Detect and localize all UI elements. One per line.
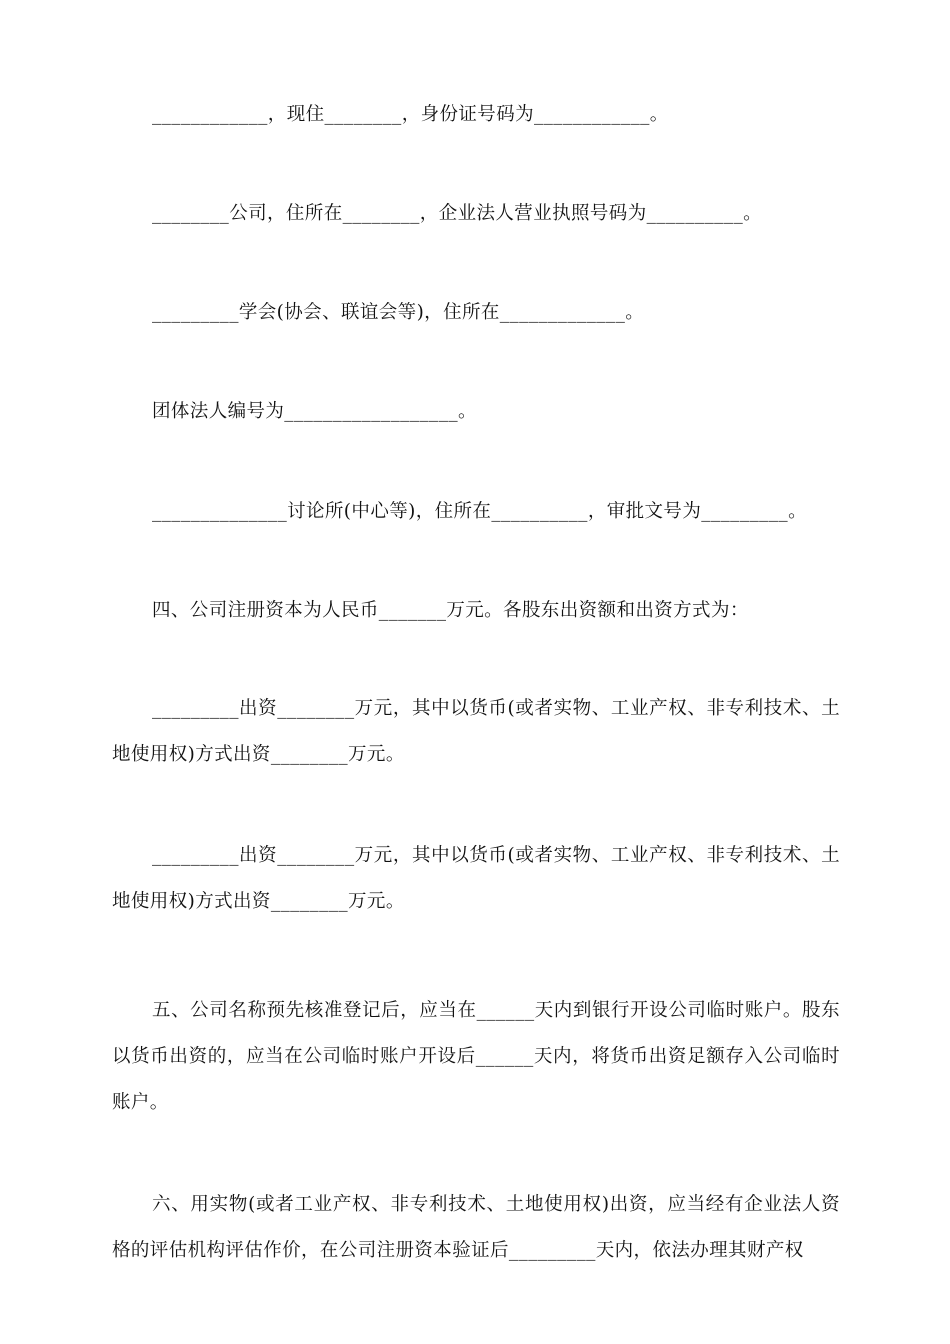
paragraph-text: ________公司，住所在________，企业法人营业执照号码为__________。	[152, 203, 763, 224]
paragraph-society-info	[112, 290, 840, 336]
paragraph-resident-info	[112, 92, 840, 138]
paragraph-section-four	[112, 588, 840, 634]
paragraph-text: 六、用实物(或者工业产权、非专利技术、土地使用权)出资，应当经有企业法人资格的评估机构评估作价，在公司注册资本验证后_________天内，依法办理其财产权	[112, 1194, 840, 1261]
paragraph-text: ____________，现住________，身份证号码为____________。	[152, 104, 669, 125]
paragraph-institute-info	[112, 489, 840, 535]
paragraph-text: 团体法人编号为__________________。	[152, 401, 477, 422]
paragraph-company-info	[112, 191, 840, 237]
paragraph-text: 四、公司注册资本为人民币_______万元。各股东出资额和出资方式为：	[152, 600, 749, 621]
paragraph-text: 五、公司名称预先核准登记后，应当在______天内到银行开设公司临时账户。股东以货币出资的，应当在公司临时账户开设后______天内，将货币出资足额存入公司临时账户。	[112, 1000, 840, 1113]
paragraph-section-six	[112, 1182, 840, 1274]
paragraph-section-five	[112, 988, 840, 1126]
paragraph-text: ______________讨论所(中心等)，住所在__________，审批文号为_________。	[152, 501, 807, 522]
paragraph-shareholder-contribution-2	[112, 833, 840, 925]
paragraph-shareholder-contribution-1	[112, 686, 840, 778]
paragraph-text: _________学会(协会、联谊会等)，住所在_____________。	[152, 302, 645, 323]
paragraph-group-number	[112, 389, 840, 435]
paragraph-text: _________出资________万元，其中以货币(或者实物、工业产权、非专利技术、土地使用权)方式出资________万元。	[112, 698, 840, 765]
paragraph-text: _________出资________万元，其中以货币(或者实物、工业产权、非专利技术、土地使用权)方式出资________万元。	[112, 845, 840, 912]
